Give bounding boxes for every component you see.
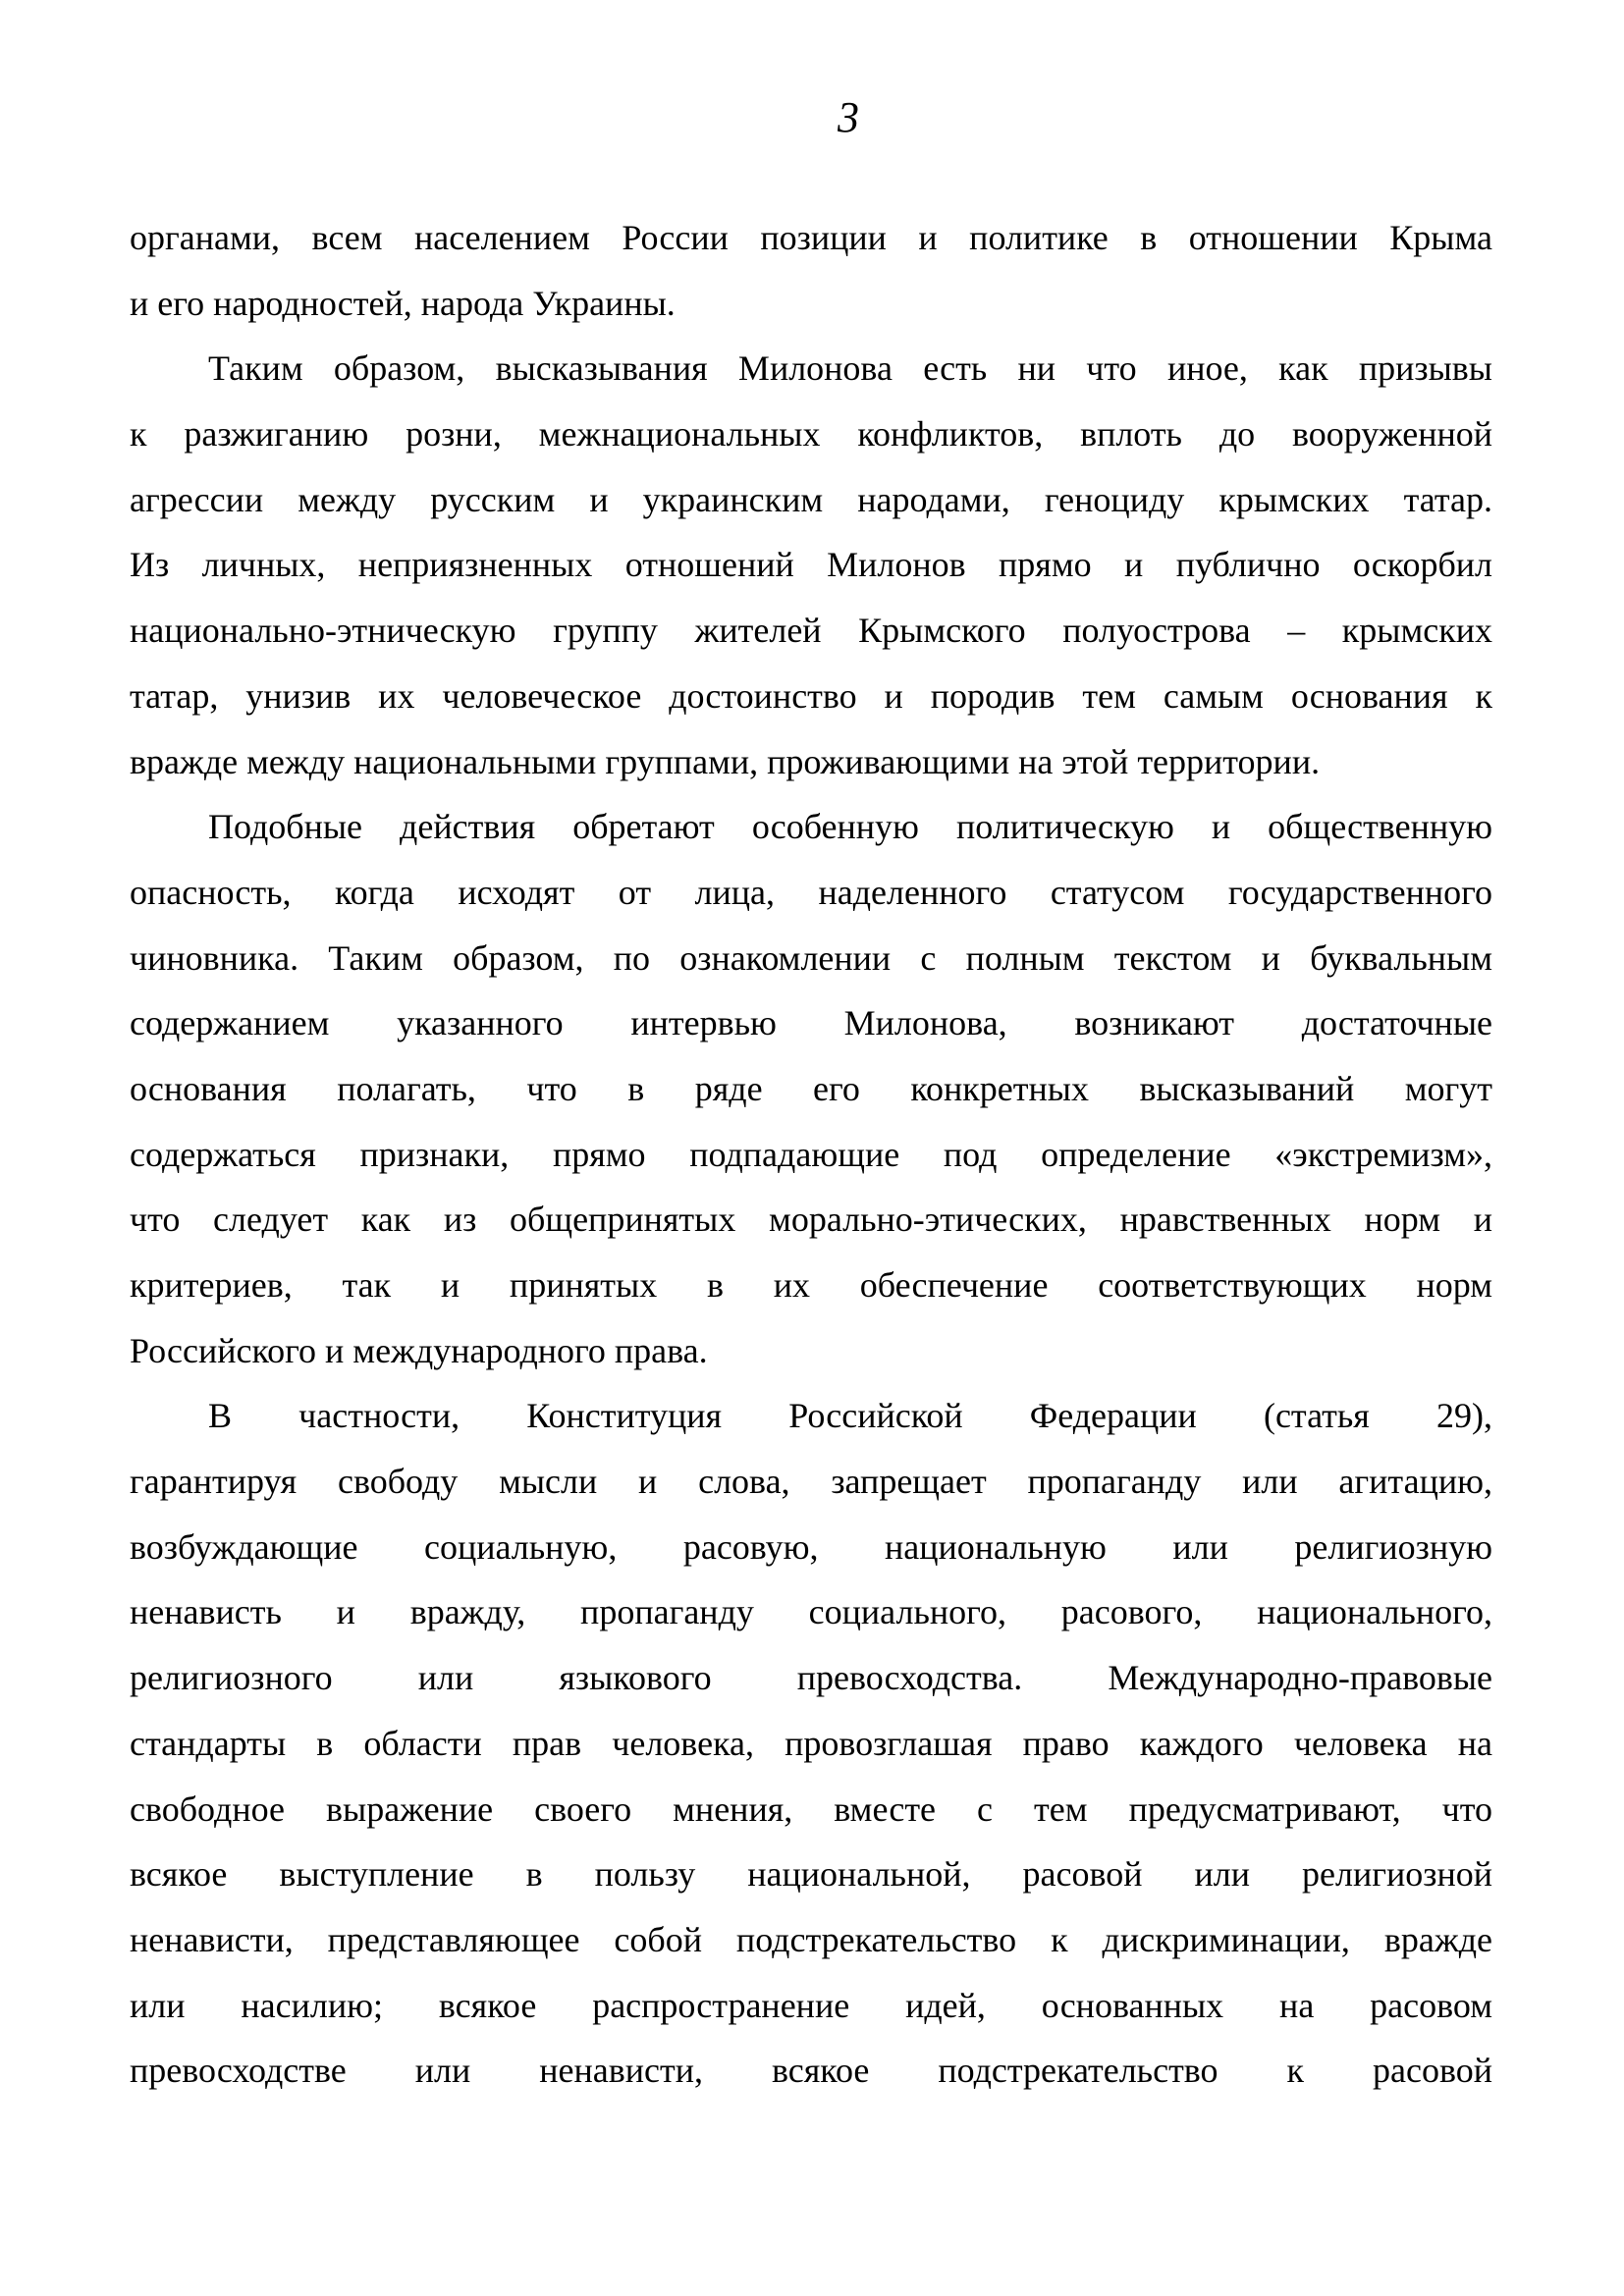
text-line: Подобные действия обретают особенную политическую и общественную [208, 807, 1492, 847]
paragraph [130, 794, 1492, 1383]
text-line: к разжиганию розни, межнациональных конфликтов, вплоть до вооруженной [130, 414, 1492, 454]
text-line: В частности, Конституция Российской Федерации (статья 29), [208, 1396, 1492, 1436]
text-line: основания полагать, что в ряде его конкретных высказываний могут [130, 1068, 1492, 1108]
paragraph [130, 205, 1492, 336]
text-line: что следует как из общепринятых морально-этических, нравственных норм и [130, 1200, 1492, 1240]
text-line: вражде между национальными группами, проживающими на этой территории. [130, 741, 1321, 781]
text-line: или насилию; всякое распространение идей, основанных на расовом [130, 1985, 1492, 2025]
text-line: всякое выступление в пользу национальной, расовой или религиозной [130, 1854, 1492, 1895]
text-line: возбуждающие социальную, расовую, национальную или религиозную [130, 1526, 1492, 1567]
text-block [130, 205, 1492, 2104]
text-line: татар, унизив их человеческое достоинство и породив тем самым основания к [130, 675, 1492, 716]
text-line: и его народностей, народа Украины. [130, 283, 676, 323]
text-line: чиновника. Таким образом, по ознакомлении с полным текстом и буквальным [130, 937, 1492, 978]
text-line: Таким образом, высказывания Милонова есть ни что иное, как призывы [208, 348, 1492, 389]
text-line: агрессии между русским и украинским народами, геноциду крымских татар. [130, 479, 1492, 519]
text-line: свободное выражение своего мнения, вместе с тем предусматривают, что [130, 1789, 1492, 1829]
text-line: Российского и международного права. [130, 1330, 708, 1370]
text-line: содержаться признаки, прямо подпадающие под определение «экстремизм», [130, 1134, 1492, 1174]
text-line: стандарты в области прав человека, провозглашая право каждого человека на [130, 1723, 1492, 1763]
text-line: содержанием указанного интервью Милонова, возникают достаточные [130, 1003, 1492, 1043]
text-line: религиозного или языкового превосходства. Международно-правовые [130, 1658, 1492, 1698]
paragraph [130, 1383, 1492, 2104]
text-line: ненависть и вражду, пропаганду социального, расового, национального, [130, 1592, 1492, 1632]
text-line: превосходстве или ненависти, всякое подстрекательство к расовой [130, 2051, 1492, 2091]
page-number: 3 [838, 93, 859, 141]
text-line: ненависти, представляющее собой подстрекательство к дискриминации, вражде [130, 1919, 1492, 1959]
text-line: критериев, так и принятых в их обеспечение соответствующих норм [130, 1265, 1492, 1305]
paragraph [130, 336, 1492, 794]
text-line: опасность, когда исходят от лица, наделенного статусом государственного [130, 872, 1492, 912]
text-line: органами, всем населением России позиции и политике в отношении Крыма [130, 218, 1492, 257]
text-line: национально-этническую группу жителей Крымского полуострова – крымских [130, 611, 1492, 651]
text-line: Из личных, неприязненных отношений Милонов прямо и публично оскорбил [130, 545, 1492, 585]
text-line: гарантируя свободу мысли и слова, запрещает пропаганду или агитацию, [130, 1462, 1492, 1502]
